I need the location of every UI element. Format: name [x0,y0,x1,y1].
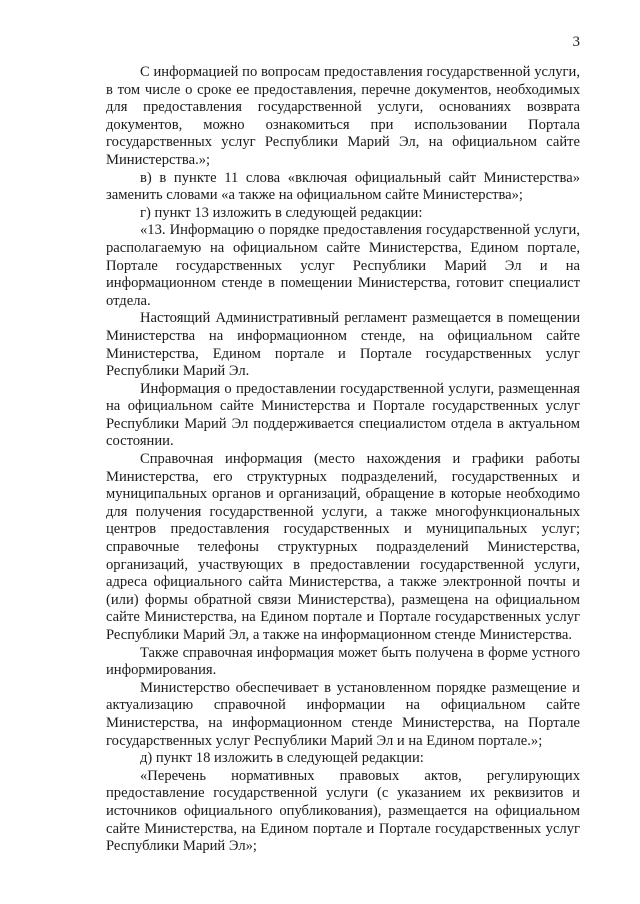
paragraph: Министерство обеспечивает в установленном порядке размещение и актуализацию справочной информации на официальном сайте Министерства, на информационном стенде Министерства, на Портале государственных услуг Республики Марий Эл и на Едином портале.»; [106,679,580,749]
paragraph: «Перечень нормативных правовых актов, регулирующих предоставление государственной услуги (с указанием их реквизитов и источников официального опубликования), размещается на официальном сайте Министерства, на Едином портале и Портале государственных услуг Республики Марий Эл»; [106,767,580,855]
paragraph: Информация о предоставлении государственной услуги, размещенная на официальном сайте Министерства и Портале государственных услуг Республики Марий Эл поддерживается специалистом отдела в актуальном состоянии. [106,380,580,450]
paragraph: Также справочная информация может быть получена в форме устного информирования. [106,644,580,679]
paragraph: д) пункт 18 изложить в следующей редакции: [140,750,424,767]
paragraph: Настоящий Административный регламент размещается в помещении Министерства на информационном стенде, на официальном сайте Министерства, Едином портале и Портале государственных услуг Республики Марий Эл. [106,310,580,380]
document-body [106,64,580,856]
paragraph: С информацией по вопросам предоставления государственной услуги, в том числе о сроке ее предоставления, перечне документов, необходимых для предоставления государственной услуги, основаниях возврата документов, можно ознакомиться при использовании Портала государственных услуг Республики Марий Эл, на официальном сайте Министерства.»; [106,64,580,168]
paragraph: г) пункт 13 изложить в следующей редакции: [140,204,423,221]
page-number: 3 [572,34,580,50]
paragraph: в) в пункте 11 слова «включая официальный сайт Министерства» заменить словами «а также на официальном сайте Министерства»; [106,169,580,204]
paragraph: Справочная информация (место нахождения и графики работы Министерства, его структурных подразделений, государственных и муниципальных органов и организаций, обращение в которые необходимо для получения государственной услуги, а также многофункциональных центров предоставления государственных и муниципальных услуг; справочные телефоны структурных подразделений Министерства, организаций, участвующих в предоставлении государственной услуги, адреса официального сайта Министерства, а также электронной почты и (или) формы обратной связи Министерства), размещена на официальном сайте Министерства, на Едином портале и Портале государственных услуг Республики Марий Эл, а также на информационном стенде Министерства. [106,451,580,643]
paragraph: «13. Информацию о порядке предоставления государственной услуги, располагаемую на официальном сайте Министерства, Едином портале, Портале государственных услуг Республики Марий Эл и на информационном стенде в помещении Министерства, готовит специалист отдела. [106,222,580,309]
